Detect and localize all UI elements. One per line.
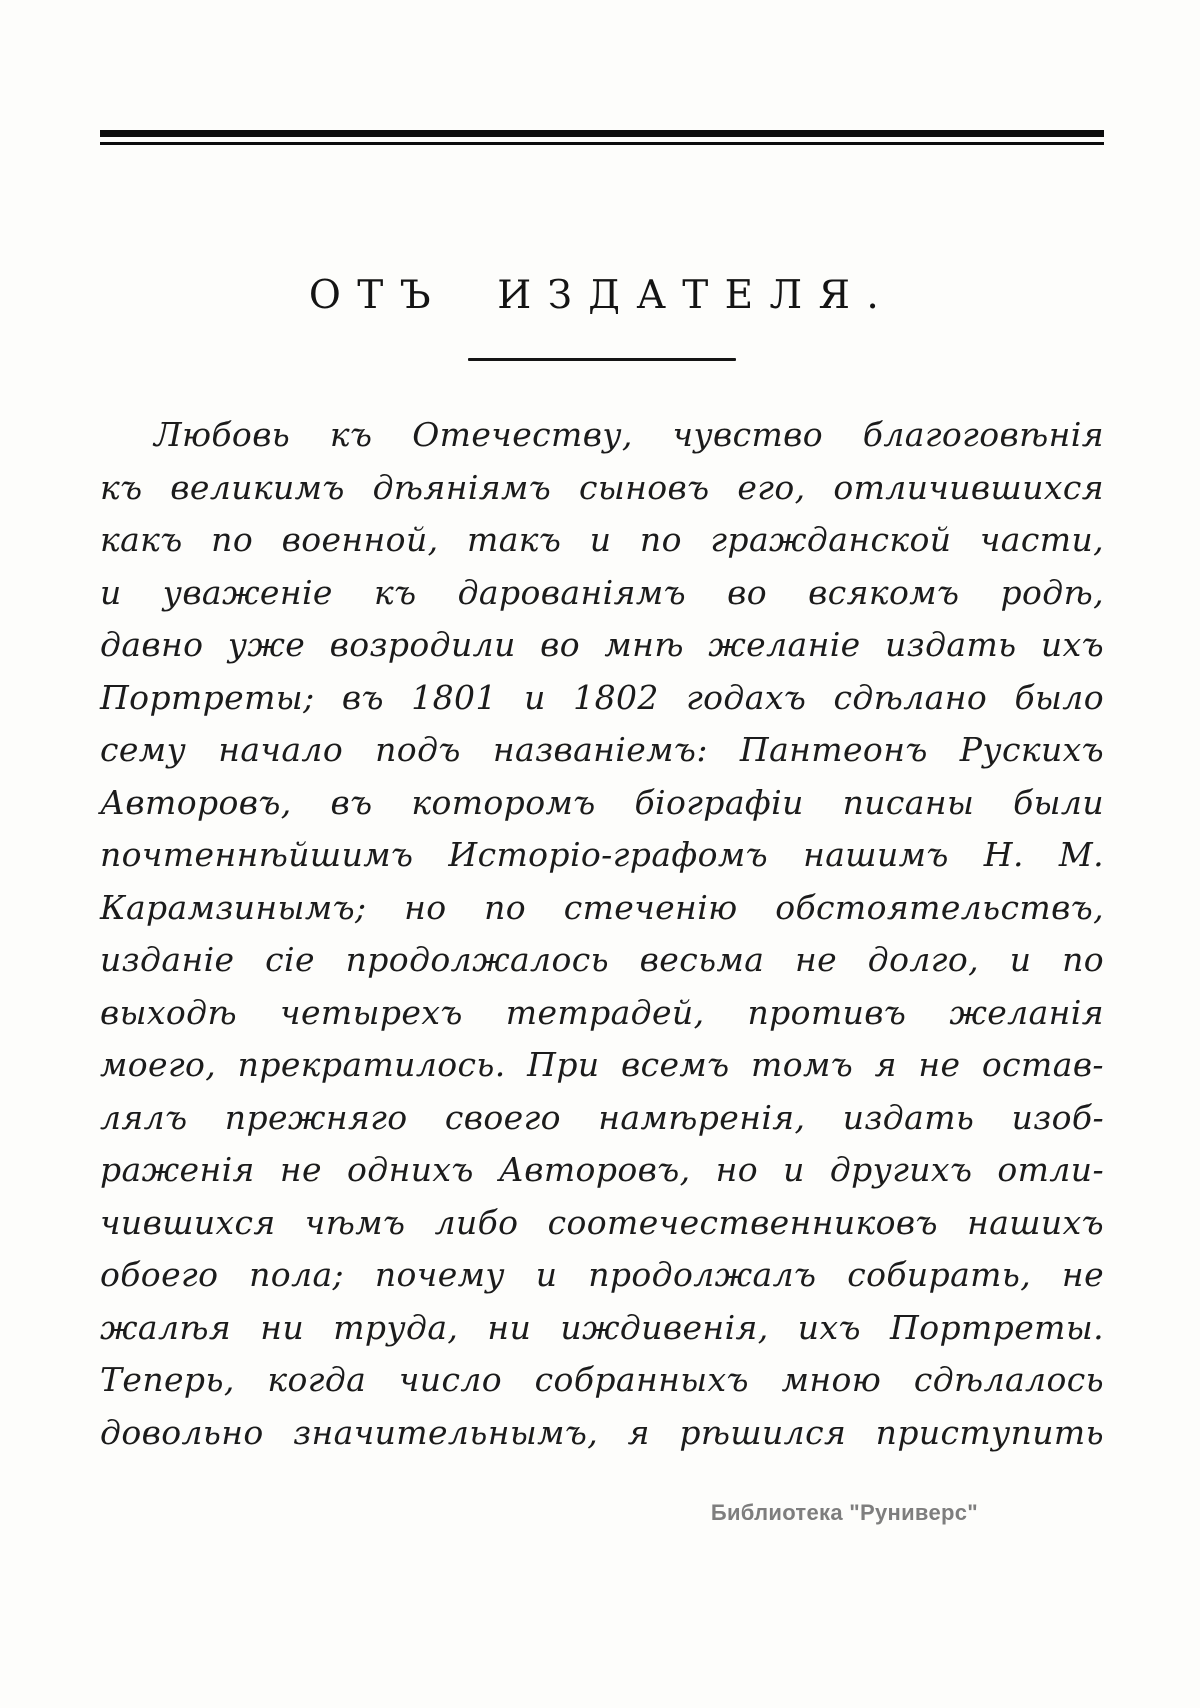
body-text-line: сему начало подъ названіемъ: Пантеонъ Рускихъ [100, 730, 1104, 769]
body-text-line: Авторовъ, въ которомъ біографіи писаны были [100, 782, 1104, 822]
body-text-line: давно уже возродили во мнѣ желаніе издать ихъ [100, 625, 1104, 664]
body-text-line: почтеннѣйшимъ Исторіо-графомъ нашимъ Н. М. [100, 835, 1104, 874]
body-text-line: довольно значительнымъ, я рѣшился приступить [100, 1412, 1104, 1452]
body-text-line: жалѣя ни труда, ни иждивенія, ихъ Портреты. [100, 1307, 1104, 1347]
body-text-line: чившихся чѣмъ либо соотечественниковъ нашихъ [100, 1202, 1104, 1242]
top-double-rule [100, 130, 1104, 145]
title-rule [468, 358, 736, 361]
page-content [100, 0, 1104, 1459]
body-text-line: Портреты; въ 1801 и 1802 годахъ сдѣлано было [100, 677, 1104, 717]
body-text [100, 409, 1104, 1459]
library-watermark: Библиотека "Руниверс" [710, 1500, 978, 1525]
body-text-line: выходѣ четырехъ тетрадей, противъ желанія [100, 992, 1104, 1032]
body-text-line: раженія не однихъ Авторовъ, но и другихъ отли- [100, 1150, 1104, 1189]
body-text-line: Теперь, когда число собранныхъ мною сдѣлалось [100, 1360, 1104, 1399]
body-text-line: Любовь къ Отечеству, чувство благоговѣнія [154, 415, 1104, 454]
body-text-line: обоего пола; почему и продолжалъ собирать, не [100, 1255, 1104, 1294]
body-text-line: Карамзинымъ; но по стеченію обстоятельствъ, [100, 887, 1104, 927]
body-text-line: къ великимъ дѣяніямъ сыновъ его, отличившихся [100, 467, 1104, 507]
body-text-line: какъ по военной, такъ и по гражданской части, [100, 520, 1104, 559]
body-text-line: изданіе сіе продолжалось весьма не долго, и по [100, 940, 1104, 979]
body-text-line: лялъ прежняго своего намѣренія, издать изоб- [100, 1097, 1104, 1137]
page-title: ОТЪ ИЗДАТЕЛЯ. [308, 273, 896, 318]
body-text-line: моего, прекратилось. При всемъ томъ я не остав- [100, 1045, 1104, 1084]
body-text-line: и уваженіе къ дарованіямъ во всякомъ родѣ, [100, 572, 1104, 612]
